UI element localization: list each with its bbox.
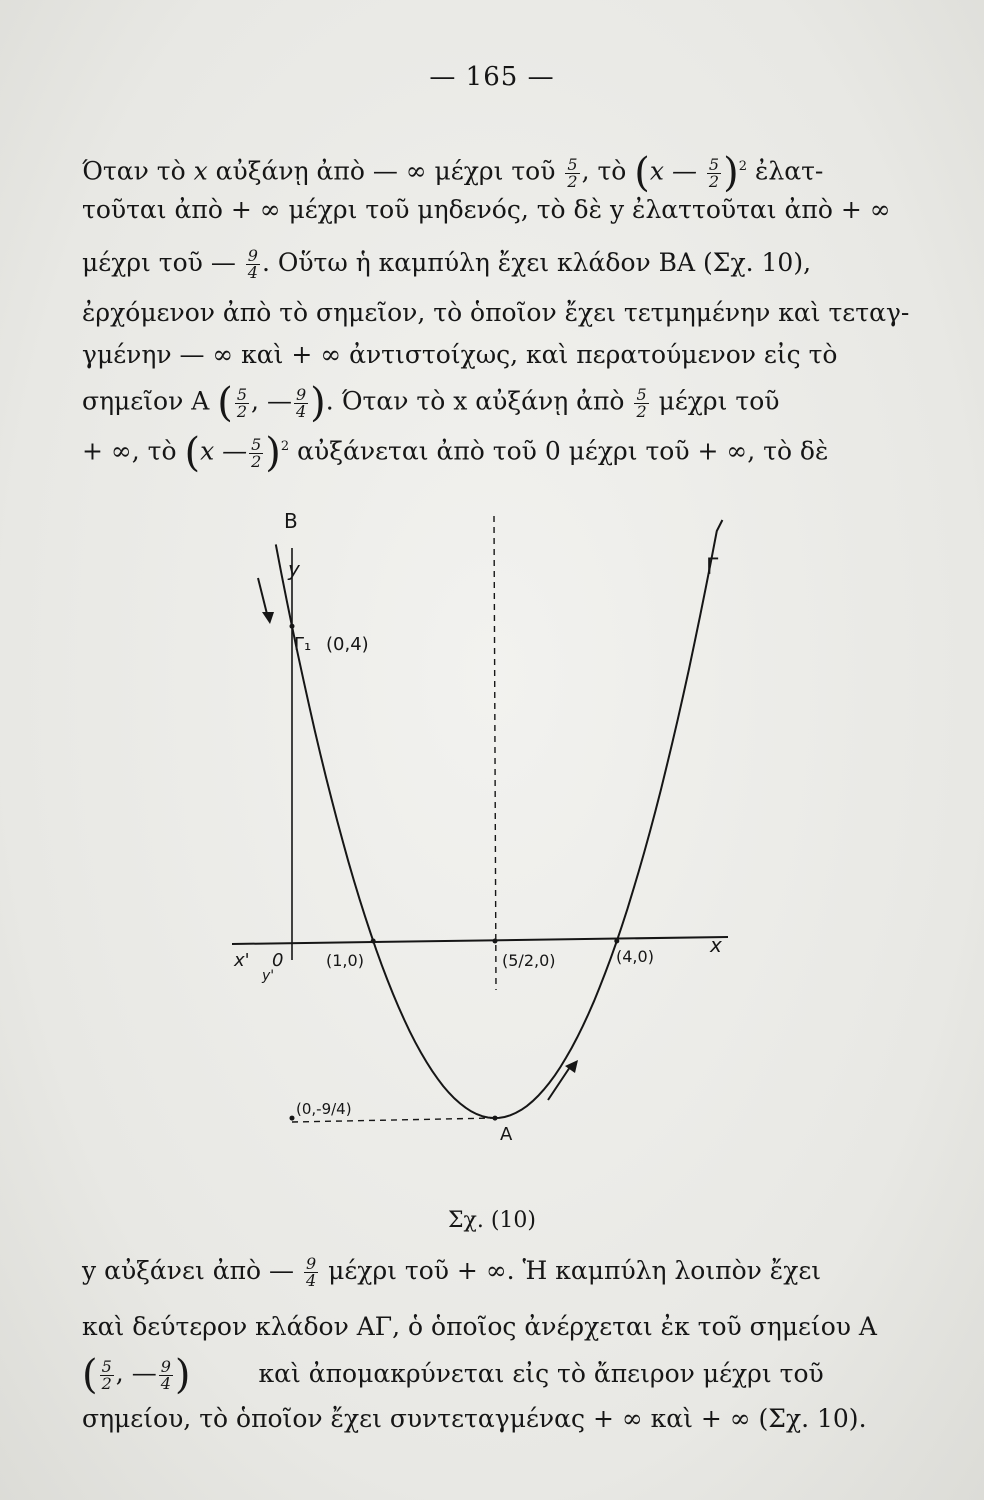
text-line-5: γμένην — ∞ καὶ + ∞ ἀντιστοίχως, καὶ περατούμενον εἰς τὸ bbox=[82, 340, 838, 369]
label-x: x bbox=[710, 933, 722, 957]
point-marker bbox=[290, 624, 295, 629]
label-point-0-4: (0,4) bbox=[326, 634, 369, 655]
text-line-11: σημείου, τὸ ὁποῖον ἔχει συντεταγμένας + ∞ καὶ + ∞ (Σχ. 10). bbox=[82, 1404, 867, 1433]
label-y-prime: y' bbox=[262, 968, 275, 984]
x-axis bbox=[232, 937, 728, 944]
parabola-curve bbox=[276, 520, 723, 1118]
symmetry-axis bbox=[494, 516, 496, 990]
label-point-5-2-0: (5/2,0) bbox=[502, 951, 556, 970]
page-number: — 165 — bbox=[429, 62, 555, 92]
text-line-6: σημεῖον Α ( $\frac{5}{2}$ , — $\frac{9}{4}$ ). Όταν τὸ x αὐξάνῃ ἀπὸ $\frac{5}{2}$ μέχρι τοῦ bbox=[82, 380, 780, 426]
label-Gamma1: Γ₁ bbox=[294, 634, 312, 655]
text-line-10: ( $\frac{5}{2}$ , — $\frac{9}{4}$ ) καὶ ἀπομακρύνεται εἰς τὸ ἄπειρον μέχρι τοῦ bbox=[82, 1352, 824, 1398]
fraction: $\frac{9}{4}$ bbox=[305, 1254, 317, 1290]
label-x-prime: x' bbox=[234, 950, 250, 971]
text-run: Όταν τὸ bbox=[82, 156, 186, 186]
text-run: , τὸ bbox=[581, 156, 627, 186]
point-marker bbox=[290, 1116, 295, 1121]
label-point-4-0: (4,0) bbox=[616, 947, 654, 966]
text-line-7: + ∞, τὸ (x — $\frac{5}{2}$ )$^2$ αὐξάνεται ἀπὸ τοῦ 0 μέχρι τοῦ + ∞, τὸ δὲ bbox=[82, 430, 829, 476]
text-line-2: τοῦται ἀπὸ + ∞ μέχρι τοῦ μηδενός, τὸ δὲ y ἐλαττοῦται ἀπὸ + ∞ bbox=[82, 195, 891, 224]
point-marker bbox=[493, 939, 498, 944]
fraction: $\frac{5}{2}$ bbox=[567, 154, 578, 191]
fraction: $\frac{9}{4}$ bbox=[160, 1356, 171, 1393]
point-marker bbox=[614, 939, 619, 944]
point-marker bbox=[493, 1116, 498, 1121]
fraction: $\frac{5}{2}$ bbox=[636, 384, 647, 421]
text-run: x — bbox=[649, 156, 697, 186]
label-y: y bbox=[288, 557, 300, 581]
text-line-9: καὶ δεύτερον κλάδον ΑΓ, ὁ ὁποῖος ἀνέρχεται ἐκ τοῦ σημείου Α bbox=[82, 1312, 877, 1341]
min-level-line bbox=[292, 1118, 495, 1122]
point-marker bbox=[371, 939, 376, 944]
fraction: $\frac{9}{4}$ bbox=[295, 384, 307, 421]
label-point-0-neg9-4: (0,-9/4) bbox=[296, 1100, 352, 1118]
fraction: $\frac{5}{2}$ bbox=[708, 154, 720, 191]
text-line-3: μέχρι τοῦ — $\frac{9}{4}$ . Οὕτω ἡ καμπύλη ἔχει κλάδον ΒΑ (Σχ. 10), bbox=[82, 246, 812, 282]
fraction: $\frac{9}{4}$ bbox=[247, 246, 258, 282]
label-B: Β bbox=[284, 509, 298, 533]
fraction: $\frac{5}{2}$ bbox=[101, 1356, 112, 1393]
label-point-1-0: (1,0) bbox=[326, 951, 364, 970]
fraction: $\frac{5}{2}$ bbox=[251, 434, 262, 471]
text-line-4: ἐρχόμενον ἀπὸ τὸ σημεῖον, τὸ ὁποῖον ἔχει τετμημένην καὶ τεταγ- bbox=[82, 298, 910, 327]
fraction: $\frac{5}{2}$ bbox=[236, 384, 248, 421]
text-line-8: y αὐξάνει ἀπὸ — $\frac{9}{4}$ μέχρι τοῦ + ∞. Ἡ καμπύλη λοιπὸν ἔχει bbox=[82, 1254, 822, 1290]
arrow-head bbox=[262, 612, 274, 624]
math-x: x bbox=[193, 156, 208, 186]
label-A: A bbox=[500, 1124, 513, 1145]
text-run: ἐλατ- bbox=[754, 156, 824, 186]
text-run: αὐξάνῃ ἀπὸ — ∞ μέχρι τοῦ bbox=[215, 156, 556, 186]
label-Gamma: Γ bbox=[706, 555, 719, 580]
label-origin: 0 bbox=[272, 950, 284, 971]
figure-caption: Σχ. (10) bbox=[447, 1208, 537, 1233]
text-line-1: Όταν τὸ x αὐξάνῃ ἀπὸ — ∞ μέχρι τοῦ $\frac{5}{2}$ , τὸ (x — $\frac{5}{2}$ )$^2$ ἐλατ- bbox=[82, 150, 824, 196]
